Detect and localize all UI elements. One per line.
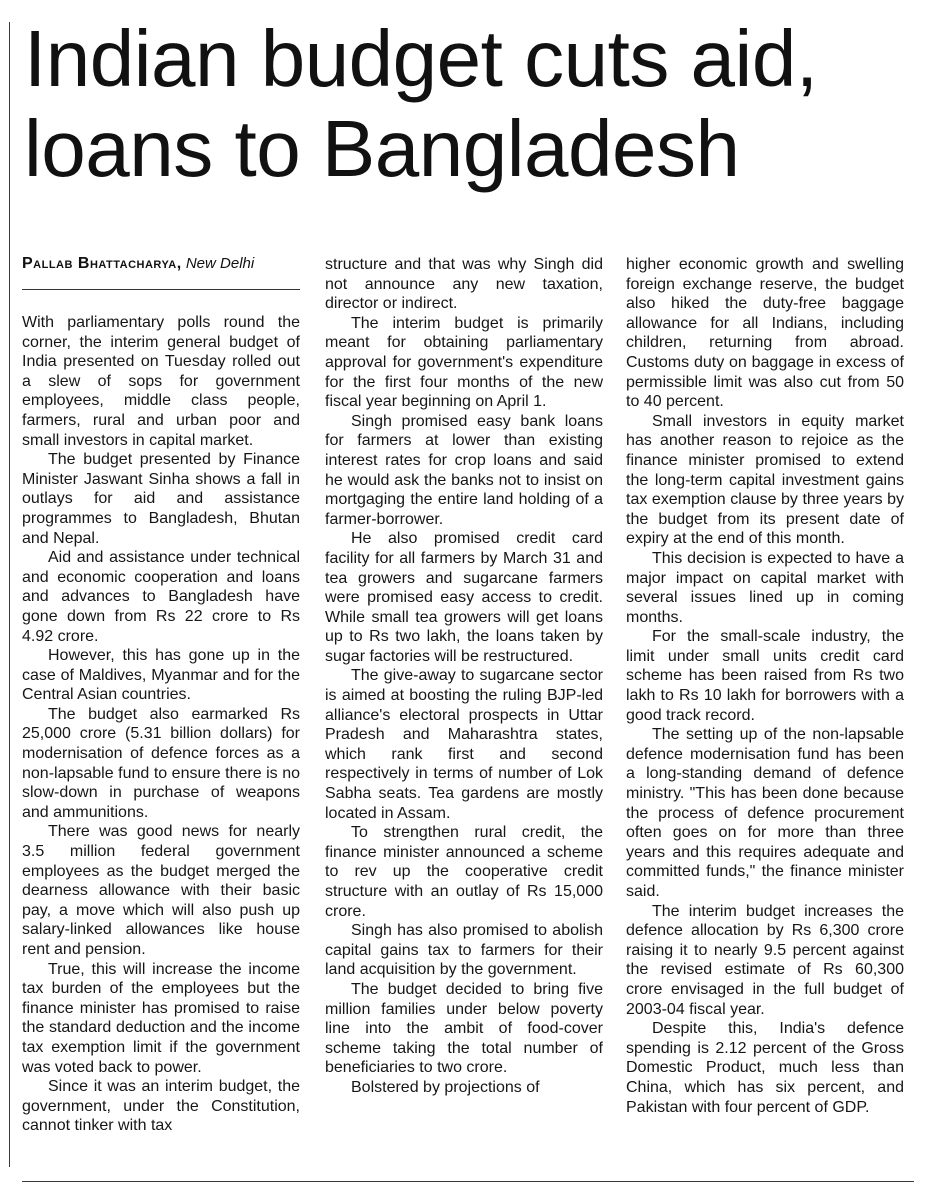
- paragraph: Bolstered by projections of: [351, 1078, 540, 1096]
- byline-author: Pallab Bhattacharya,: [22, 255, 182, 272]
- paragraph: He also promised credit card facility for all farmers by March 31 and tea growers and sugarcane farmers were promised easy access to credit. While small tea growers will get loans up to Rs two lakh, the loans taken by sugar factories will be restructured.: [325, 530, 603, 665]
- paragraph: Small investors in equity market has another reason to rejoice as the finance minister promised to extend the long-term capital investment gains tax exemption clause by three years by the budget from its present date of expiry at the end of this month.: [626, 412, 904, 548]
- headline: Indian budget cuts aid, loans to Bangladesh: [24, 14, 818, 193]
- paragraph: The budget presented by Finance Minister Jaswant Sinha shows a fall in outlays for aid and assistance programmes to Bangladesh, Bhutan and Nepal.: [22, 451, 300, 547]
- article-column-3: [626, 255, 904, 1117]
- paragraph: Since it was an interim budget, the government, under the Constitution, cannot tinker with tax: [22, 1078, 300, 1135]
- paragraph: However, this has gone up in the case of Maldives, Myanmar and for the Central Asian countries.: [22, 647, 300, 704]
- paragraph: higher economic growth and swelling foreign exchange reserve, the budget also hiked the duty-free baggage allowance for all Indians, including children, returning from abroad. Customs duty on baggage in excess of permissible limit was also cut from 50 to 40 percent.: [626, 256, 904, 411]
- byline: [22, 255, 300, 290]
- paragraph: The budget also earmarked Rs 25,000 crore (5.31 billion dollars) for modernisation of defence forces as a non-lapsable fund to ensure there is no slow-down in purchase of weapons and ammunitions.: [22, 705, 300, 821]
- left-column-rule: [9, 22, 10, 1167]
- paragraph: There was good news for nearly 3.5 million federal government employees as the budget merged the dearness allowance with their basic pay, a move which will also push up salary-linked allowances like house rent and pension.: [22, 823, 300, 958]
- paragraph: Singh has also promised to abolish capital gains tax to farmers for their land acquisition by the government.: [325, 922, 603, 979]
- paragraph: The interim budget is primarily meant for obtaining parliamentary approval for government's expenditure for the first four months of the new fiscal year beginning on April 1.: [325, 314, 603, 411]
- paragraph: For the small-scale industry, the limit under small units credit card scheme has been raised from Rs two lakh to Rs 10 lakh for borrowers with a good track record.: [626, 628, 904, 724]
- paragraph: The interim budget increases the defence allocation by Rs 6,300 crore raising it to nearly 9.5 percent against the revised estimate of Rs 60,300 crore envisaged in the full budget of 2003-04 fiscal year.: [626, 902, 904, 1018]
- paragraph: To strengthen rural credit, the finance minister announced a scheme to rev up the cooperative credit structure with an outlay of Rs 15,000 crore.: [325, 824, 603, 920]
- article-column-1: [22, 313, 300, 1136]
- article-column-2: [325, 255, 603, 1098]
- paragraph: structure and that was why Singh did not announce any new taxation, director or indirect.: [325, 256, 603, 313]
- bottom-rule: [22, 1181, 914, 1182]
- paragraph: Aid and assistance under technical and economic cooperation and loans and advances to Bangladesh have gone down from Rs 22 crore to Rs 4.92 crore.: [22, 549, 300, 645]
- paragraph: The setting up of the non-lapsable defence modernisation fund has been a long-standing demand of defence ministry. "This has been done because the process of defence procurement often goes on for more than three years and this requires adequate and committed funds," the finance minister said.: [626, 726, 904, 900]
- paragraph: True, this will increase the income tax burden of the employees but the finance minister has promised to raise the standard deduction and the income tax exemption limit if the government was voted back to power.: [22, 960, 300, 1076]
- paragraph: Despite this, India's defence spending is 2.12 percent of the Gross Domestic Product, much less than China, which has six percent, and Pakistan with four percent of GDP.: [626, 1020, 904, 1116]
- byline-location: New Delhi: [185, 255, 255, 272]
- paragraph: The give-away to sugarcane sector is aimed at boosting the ruling BJP-led alliance's electoral prospects in Uttar Pradesh and Maharashtra states, which rank first and second respectively in terms of number of Lok Sabha seats. Tea gardens are mostly located in Assam.: [325, 667, 603, 822]
- paragraph: The budget decided to bring five million families under below poverty line into the ambit of food-cover scheme taking the total number of beneficiaries to two crore.: [325, 980, 603, 1077]
- paragraph: With parliamentary polls round the corner, the interim general budget of India presented on Tuesday rolled out a slew of sops for government employees, middle class people, farmers, rural and urban poor and small investors in capital market.: [22, 314, 300, 449]
- paragraph: This decision is expected to have a major impact on capital market with several issues lined up in coming months.: [626, 549, 904, 626]
- paragraph: Singh promised easy bank loans for farmers at lower than existing interest rates for crop loans and said he would ask the banks not to insist on mortgaging the entire land holding of a farmer-borrower.: [325, 412, 603, 528]
